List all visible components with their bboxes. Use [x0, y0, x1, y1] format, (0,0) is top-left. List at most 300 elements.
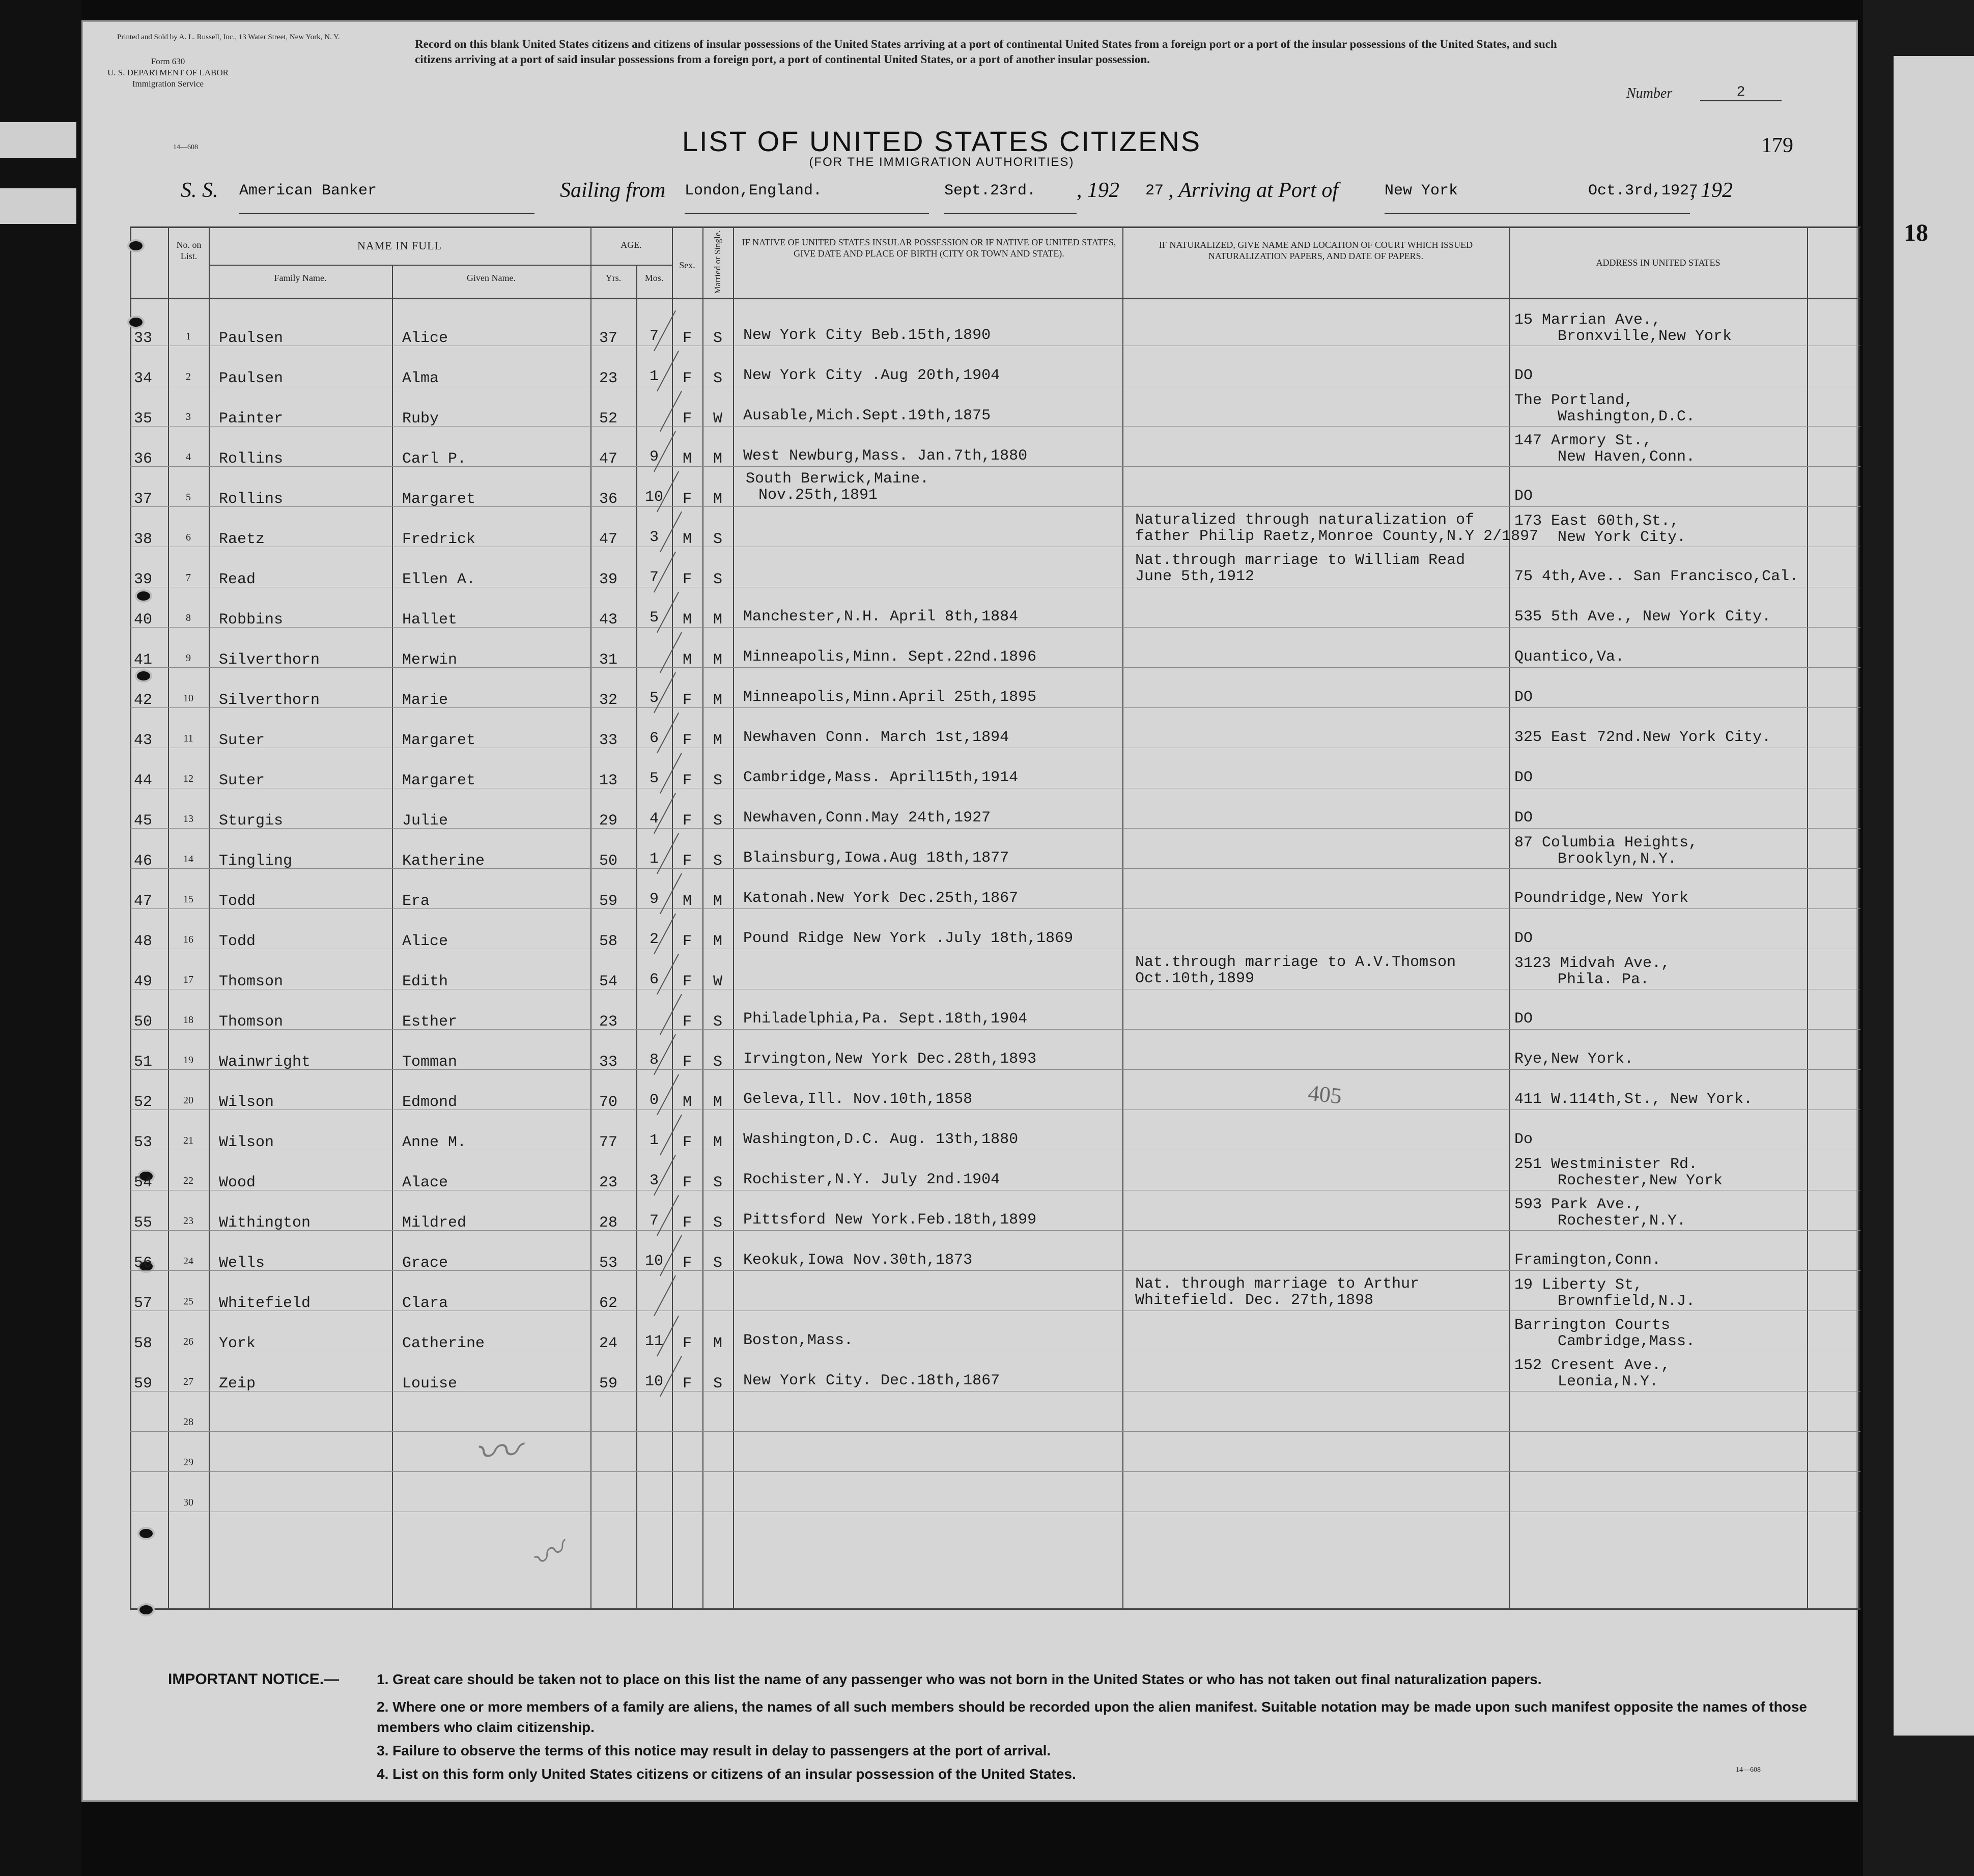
line-number: 54 — [134, 1174, 153, 1191]
given-name: Anne M. — [402, 1134, 467, 1151]
list-number: 4 — [186, 451, 191, 463]
family-name: Suter — [219, 732, 265, 749]
line-number: 49 — [134, 973, 153, 990]
marital-status: S — [713, 1375, 722, 1392]
given-name: Alma — [402, 370, 439, 387]
age-months: 1 — [649, 1132, 659, 1149]
marital-status: S — [713, 330, 722, 347]
service: Immigration Service — [132, 79, 204, 89]
age-months: 3 — [649, 529, 659, 546]
address: DO — [1514, 769, 1533, 786]
family-name: Wainwright — [219, 1054, 311, 1071]
address: 325 East 72nd.New York City. — [1514, 729, 1771, 746]
list-number: 8 — [186, 612, 191, 623]
list-number: 9 — [186, 652, 191, 664]
address: Poundridge,New York — [1514, 890, 1689, 907]
age-months: 9 — [649, 448, 659, 466]
birth-place: New York City .Aug 20th,1904 — [743, 367, 1000, 384]
family-name: Raetz — [219, 531, 265, 548]
col-yrs: Yrs. — [605, 273, 622, 283]
number-label: Number — [1626, 86, 1673, 101]
age-years: 62 — [599, 1295, 617, 1312]
age-months: 3 — [649, 1172, 659, 1189]
empty-list-number: 29 — [183, 1457, 193, 1468]
marital-status: M — [713, 933, 722, 950]
birth-place: Geleva,Ill. Nov.10th,1858 — [743, 1091, 973, 1108]
given-name: Merwin — [402, 651, 458, 669]
family-name: Whitefield — [219, 1295, 311, 1312]
marital-status: S — [713, 1214, 722, 1232]
col-given-name: Given Name. — [467, 273, 516, 283]
ss-label: S. S. — [181, 179, 218, 202]
birth-place: South Berwick,Maine. — [746, 470, 929, 488]
arriving-label: , Arriving at Port of — [1168, 179, 1339, 202]
marital-status: M — [713, 692, 722, 709]
age-years: 13 — [599, 772, 617, 789]
notice-item-1: 1. Great care should be taken not to place on this list the name of any passenger who was not born in the United States or who has not taken out final naturalization papers. — [377, 1671, 1542, 1687]
list-number: 2 — [186, 371, 191, 382]
age-years: 59 — [599, 893, 617, 910]
marital-status: W — [713, 973, 722, 990]
list-number: 13 — [183, 813, 193, 825]
given-name: Hallet — [402, 611, 458, 629]
manifest-sheet — [81, 20, 1858, 1802]
naturalization: Nat.through marriage to A.V.Thomson — [1135, 954, 1456, 971]
sex: F — [682, 1013, 692, 1031]
given-name: Marie — [402, 692, 448, 709]
family-name: Wood — [219, 1174, 256, 1191]
address-city: New Haven,Conn. — [1558, 448, 1696, 466]
scan-border-right — [1863, 0, 1974, 1876]
family-name: Wilson — [219, 1134, 274, 1151]
punch-hole — [127, 316, 145, 329]
family-name: York — [219, 1335, 256, 1352]
given-name: Julie — [402, 812, 448, 830]
age-years: 50 — [599, 852, 617, 870]
address: 15 Marrian Ave., — [1514, 311, 1661, 329]
col-sex: Sex. — [679, 260, 695, 270]
marital-status: S — [713, 1255, 722, 1272]
adjacent-page-number: 18 — [1904, 219, 1928, 246]
address-city: Phila. Pa. — [1558, 971, 1650, 988]
given-name: Era — [402, 893, 430, 910]
row-rule — [130, 627, 1860, 628]
list-number: 14 — [183, 854, 193, 865]
marital-status: M — [713, 491, 722, 508]
row-rule — [130, 1230, 1860, 1231]
age-years: 33 — [599, 732, 617, 749]
notice-item-4: 4. List on this form only United States citizens or citizens of an insular possession of the United States. — [377, 1766, 1076, 1782]
row-rule — [130, 1270, 1860, 1271]
handwritten-mark: 〰 — [523, 1529, 575, 1582]
notice-item-2: 2. Where one or more members of a family are aliens, the names of all such members should be recorded upon the alien manifest. Suitable notation may be made upon such manifest opposite the names of those members who claim citizenship. — [377, 1699, 1807, 1735]
age-years: 29 — [599, 812, 617, 830]
family-name: Zeip — [219, 1375, 256, 1392]
page-number: 179 — [1761, 134, 1793, 157]
birth-place: Minneapolis,Minn. Sept.22nd.1896 — [743, 648, 1037, 666]
form-code: 14—608 — [173, 144, 198, 151]
stamp-number: 405 — [1307, 1080, 1343, 1109]
birth-place: Ausable,Mich.Sept.19th,1875 — [743, 407, 991, 424]
marital-status: S — [713, 370, 722, 387]
address-city: Cambridge,Mass. — [1558, 1333, 1696, 1350]
row-rule — [130, 466, 1860, 467]
form-info — [107, 56, 229, 90]
age-months: 9 — [649, 891, 659, 908]
given-name: Fredrick — [402, 531, 476, 548]
age-months: 10 — [644, 1253, 663, 1270]
address: 251 Westminister Rd. — [1514, 1156, 1698, 1173]
age-years: 36 — [599, 491, 617, 508]
row-rule — [130, 868, 1860, 869]
row-rule — [130, 908, 1860, 909]
address: Do — [1514, 1131, 1533, 1148]
birth-place: Manchester,N.H. April 8th,1884 — [743, 608, 1019, 626]
marital-status: S — [713, 1054, 722, 1071]
punch-hole — [127, 239, 145, 252]
address-city: Washington,D.C. — [1558, 408, 1696, 425]
arrival-date: Oct.3rd,1927 — [1588, 182, 1690, 214]
line-number: 56 — [134, 1255, 153, 1272]
age-years: 23 — [599, 1174, 617, 1191]
address: 3123 Midvah Ave., — [1514, 955, 1671, 972]
age-years: 77 — [599, 1134, 617, 1151]
row-rule — [130, 828, 1860, 829]
age-years: 24 — [599, 1335, 617, 1352]
family-name: Tingling — [219, 852, 293, 870]
birth-place: Cambridge,Mass. April15th,1914 — [743, 769, 1019, 786]
arrival-port: New York — [1385, 182, 1588, 214]
given-name: Mildred — [402, 1214, 467, 1232]
given-name: Clara — [402, 1295, 448, 1312]
year-prefix-2: , 192 — [1690, 179, 1733, 202]
given-name: Margaret — [402, 491, 476, 508]
family-name: Read — [219, 571, 256, 588]
line-number: 57 — [134, 1295, 153, 1312]
row-rule — [130, 426, 1860, 427]
age-months: 10 — [644, 1373, 663, 1390]
given-name: Margaret — [402, 732, 476, 749]
col-name-in-full: NAME IN FULL — [357, 239, 442, 252]
age-years: 31 — [599, 651, 617, 669]
form-number: Form 630 — [151, 56, 185, 66]
age-years: 23 — [599, 1013, 617, 1031]
address: Quantico,Va. — [1514, 648, 1625, 666]
naturalization-detail: June 5th,1912 — [1135, 568, 1255, 585]
line-number: 52 — [134, 1094, 153, 1111]
family-name: Withington — [219, 1214, 311, 1232]
list-number: 1 — [186, 331, 191, 342]
given-name: Alice — [402, 933, 448, 950]
birth-date: Nov.25th,1891 — [758, 487, 878, 504]
list-number: 27 — [183, 1376, 193, 1387]
naturalization-detail: Whitefield. Dec. 27th,1898 — [1135, 1292, 1374, 1309]
marital-status: S — [713, 852, 722, 870]
line-number: 36 — [134, 450, 153, 468]
age-months: 4 — [649, 810, 659, 828]
birth-place: Pittsford New York.Feb.18th,1899 — [743, 1211, 1037, 1229]
line-number: 51 — [134, 1054, 153, 1071]
marital-status: M — [713, 450, 722, 468]
birth-place: Boston,Mass. — [743, 1332, 854, 1349]
empty-list-number: 28 — [183, 1416, 193, 1428]
family-name: Thomson — [219, 1013, 284, 1031]
sex: F — [682, 1174, 692, 1191]
punch-hole — [135, 589, 152, 603]
family-name: Suter — [219, 772, 265, 789]
sex: F — [682, 571, 692, 588]
scan-border-left — [0, 0, 81, 1876]
given-name: Alace — [402, 1174, 448, 1191]
sex: F — [682, 1134, 692, 1151]
birth-place: Newhaven Conn. March 1st,1894 — [743, 729, 1009, 746]
given-name: Ruby — [402, 410, 439, 428]
age-months: 10 — [644, 489, 663, 506]
sex: F — [682, 812, 692, 830]
address: 87 Columbia Heights, — [1514, 834, 1698, 851]
age-years: 52 — [599, 410, 617, 428]
birth-place: West Newburg,Mass. Jan.7th,1880 — [743, 447, 1028, 465]
col-married-single: Married or Single. — [713, 230, 722, 294]
family-name: Wells — [219, 1255, 265, 1272]
address-city: Rochester,New York — [1558, 1172, 1723, 1189]
row-rule — [130, 667, 1860, 668]
marital-status: S — [713, 531, 722, 548]
given-name: Carl P. — [402, 450, 467, 468]
given-name: Louise — [402, 1375, 458, 1392]
line-number: 50 — [134, 1013, 153, 1031]
naturalization-detail: Oct.10th,1899 — [1135, 970, 1255, 987]
marital-status: M — [713, 732, 722, 749]
address: DO — [1514, 488, 1533, 505]
list-number: 18 — [183, 1014, 193, 1026]
age-years: 47 — [599, 450, 617, 468]
marital-status: M — [713, 893, 722, 910]
address: Barrington Courts — [1514, 1317, 1671, 1334]
line-number: 33 — [134, 330, 153, 347]
address-city: Rochester,N.Y. — [1558, 1212, 1686, 1230]
line-number: 43 — [134, 732, 153, 749]
list-number: 20 — [183, 1095, 193, 1106]
number-value: 2 — [1700, 84, 1782, 101]
list-number: 11 — [183, 733, 193, 744]
birth-place: Philadelphia,Pa. Sept.18th,1904 — [743, 1010, 1028, 1028]
sailing-label: Sailing from — [560, 179, 666, 202]
age-years: 47 — [599, 531, 617, 548]
sex: M — [682, 450, 692, 468]
marital-status: M — [713, 1134, 722, 1151]
given-name: Tomman — [402, 1054, 458, 1071]
handwritten-mark: 〰 — [472, 1426, 522, 1480]
address-city: Brooklyn,N.Y. — [1558, 850, 1677, 868]
page-title: LIST OF UNITED STATES CITIZENS — [682, 125, 1202, 157]
sex: F — [682, 491, 692, 508]
age-years: 33 — [599, 1054, 617, 1071]
address: 411 W.114th,St., New York. — [1514, 1091, 1753, 1108]
family-name: Paulsen — [219, 370, 284, 387]
year-suffix-1: 27 — [1145, 182, 1164, 200]
age-years: 59 — [599, 1375, 617, 1392]
line-number: 48 — [134, 933, 153, 950]
address: The Portland, — [1514, 392, 1634, 409]
age-years: 39 — [599, 571, 617, 588]
age-years: 28 — [599, 1214, 617, 1232]
marital-status: S — [713, 1174, 722, 1191]
address-city: Bronxville,New York — [1558, 328, 1732, 345]
list-number: 22 — [183, 1175, 193, 1186]
birth-place: Pound Ridge New York .July 18th,1869 — [743, 930, 1074, 947]
list-number: 25 — [183, 1296, 193, 1307]
family-name: Paulsen — [219, 330, 284, 347]
age-months: 7 — [649, 328, 659, 345]
adjacent-page-fragment — [0, 188, 76, 224]
empty-list-number: 30 — [183, 1497, 193, 1508]
address: Framington,Conn. — [1514, 1252, 1661, 1269]
col-no-on-list: No. on List. — [176, 240, 202, 261]
line-number: 42 — [134, 692, 153, 709]
year-prefix-1: , 192 — [1077, 179, 1119, 202]
marital-status: S — [713, 1013, 722, 1031]
birth-place: New York City. Dec.18th,1867 — [743, 1372, 1000, 1389]
birth-place: Minneapolis,Minn.April 25th,1895 — [743, 689, 1037, 706]
line-number: 55 — [134, 1214, 153, 1232]
sex: F — [682, 852, 692, 870]
line-number: 59 — [134, 1375, 153, 1392]
address: 152 Cresent Ave., — [1514, 1357, 1671, 1374]
row-rule — [130, 1431, 1860, 1432]
sex: M — [682, 611, 692, 629]
adjacent-page-fragment — [0, 122, 76, 158]
departure-port: London,England. — [685, 182, 929, 214]
notice-item-3: 3. Failure to observe the terms of this notice may result in delay to passengers at the port of arrival. — [377, 1743, 1051, 1758]
list-number: 26 — [183, 1336, 193, 1347]
family-name: Sturgis — [219, 812, 284, 830]
address-city: Brownfield,N.J. — [1558, 1293, 1696, 1310]
line-number: 34 — [134, 370, 153, 387]
page-subtitle: (FOR THE IMMIGRATION AUTHORITIES) — [809, 155, 1075, 169]
notice-lead: IMPORTANT NOTICE.— — [168, 1671, 340, 1688]
line-number: 44 — [134, 772, 153, 789]
sex: M — [682, 893, 692, 910]
sex: F — [682, 410, 692, 428]
address: 173 East 60th,St., — [1514, 513, 1680, 530]
printer-credit: Printed and Sold by A. L. Russell, Inc., 13 Water Street, New York, N. Y. — [117, 33, 340, 41]
list-number: 12 — [183, 773, 193, 784]
naturalization: Naturalized through naturalization of — [1135, 511, 1475, 529]
address: 75 4th,Ave.. San Francisco,Cal. — [1514, 568, 1799, 585]
line-number: 45 — [134, 812, 153, 830]
punch-hole — [137, 1603, 155, 1616]
departure-date: Sept.23rd. — [944, 182, 1077, 214]
age-months: 0 — [649, 1092, 659, 1109]
list-number: 17 — [183, 974, 193, 985]
marital-status: S — [713, 571, 722, 588]
address: DO — [1514, 367, 1533, 384]
age-years: 32 — [599, 692, 617, 709]
given-name: Edith — [402, 973, 448, 990]
sex: F — [682, 1054, 692, 1071]
marital-status: S — [713, 772, 722, 789]
age-years: 43 — [599, 611, 617, 629]
address-city: New York City. — [1558, 529, 1686, 546]
address: 19 Liberty St, — [1514, 1276, 1643, 1294]
row-rule — [130, 707, 1860, 708]
list-number: 19 — [183, 1055, 193, 1066]
col-age: AGE. — [621, 240, 642, 250]
list-number: 24 — [183, 1256, 193, 1267]
age-months: 8 — [649, 1051, 659, 1069]
family-name: Painter — [219, 410, 284, 428]
address: 147 Armory St., — [1514, 432, 1652, 449]
list-number: 15 — [183, 894, 193, 905]
sex: F — [682, 370, 692, 387]
sex: F — [682, 772, 692, 789]
sex: F — [682, 1214, 692, 1232]
list-number: 5 — [186, 492, 191, 503]
given-name: Margaret — [402, 772, 476, 789]
given-name: Ellen A. — [402, 571, 476, 588]
address: 593 Park Ave., — [1514, 1196, 1643, 1213]
line-number: 35 — [134, 410, 153, 428]
given-name: Esther — [402, 1013, 458, 1031]
birth-place: New York City Beb.15th,1890 — [743, 327, 991, 344]
marital-status: M — [713, 1335, 722, 1352]
age-months: 1 — [649, 850, 659, 868]
family-name: Rollins — [219, 450, 284, 468]
line-number: 47 — [134, 893, 153, 910]
row-rule — [130, 506, 1860, 507]
line-number: 37 — [134, 491, 153, 508]
row-rule — [130, 1029, 1860, 1030]
marital-status: M — [713, 1094, 722, 1111]
sex: F — [682, 732, 692, 749]
instructions-text: Record on this blank United States citizens and citizens of insular possessions of the United States arriving at a port of continental United States from a foreign port or a port of the insular possessions of the United States, and such citizens arriving at a port of said insular possessions from a foreign port, a port of continental United States, or a port of another insular possession. — [415, 38, 1557, 66]
marital-status: M — [713, 651, 722, 669]
address-city: Leonia,N.Y. — [1558, 1373, 1659, 1390]
col-address: ADDRESS IN UNITED STATES — [1596, 258, 1721, 268]
age-months: 6 — [649, 730, 659, 747]
birth-place: Blainsburg,Iowa.Aug 18th,1877 — [743, 849, 1009, 867]
sex: F — [682, 973, 692, 990]
address: DO — [1514, 930, 1533, 947]
list-number: 10 — [183, 693, 193, 704]
list-number: 3 — [186, 411, 191, 422]
age-months: 6 — [649, 971, 659, 988]
age-months: 5 — [649, 770, 659, 787]
birth-place: Katonah.New York Dec.25th,1867 — [743, 890, 1019, 907]
age-years: 37 — [599, 330, 617, 347]
list-number: 21 — [183, 1135, 193, 1146]
sex: M — [682, 531, 692, 548]
age-months: 5 — [649, 690, 659, 707]
naturalization-detail: father Philip Raetz,Monroe County,N.Y 2/1897 — [1135, 528, 1539, 545]
marital-status: M — [713, 611, 722, 629]
age-years: 54 — [599, 973, 617, 990]
row-rule — [130, 1069, 1860, 1070]
family-name: Rollins — [219, 491, 284, 508]
sex: M — [682, 651, 692, 669]
age-months: 7 — [649, 1212, 659, 1230]
address: Rye,New York. — [1514, 1050, 1634, 1068]
age-months: 1 — [649, 368, 659, 385]
col-family-name: Family Name. — [274, 273, 327, 283]
col-mos: Mos. — [644, 273, 664, 283]
punch-hole — [137, 1527, 155, 1540]
sex: F — [682, 933, 692, 950]
address: DO — [1514, 689, 1533, 706]
given-name: Grace — [402, 1255, 448, 1272]
sex: F — [682, 1375, 692, 1392]
